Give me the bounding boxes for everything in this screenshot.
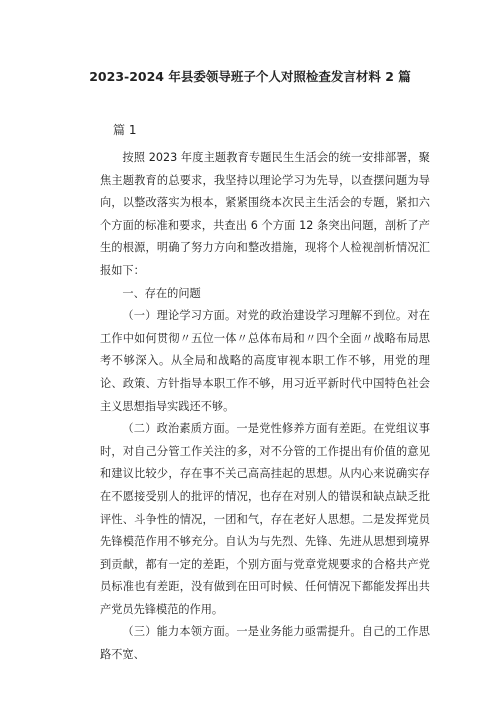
paragraph-ability: （三）能力本领方面。一是业务能力亟需提升。自己的工作思路不宽、 (100, 625, 430, 662)
document-body (100, 147, 430, 667)
paragraph-theory-study: （一）理论学习方面。对党的政治建设学习理解不到位。对在工作中如何贯彻〃五位一体〃总体布局和〃四个全面〃战略布局思考不够深入。从全局和战略的高度审视本职工作不够，用党的理论、政策、方针指导本职工作不够，用习近平新时代中国特色社会主义思想指导实践还不够。 (100, 309, 430, 413)
section-label: 篇 1 (113, 123, 137, 137)
paragraph-intro: 按照 2023 年度主题教育专题民生生活会的统一安排部署，聚焦主题教育的总要求，我坚持以理论学习为先导，以查摆问题为导向，以整改落实为根本，紧紧围绕本次民主生活会的专题，紧扣六个方面的标准和要求，共查出 6 个方面 12 条突出问题，剖析了产生的根源，明确了努力方向和整改措施，现将个人检视剖析情况汇报如下： (100, 151, 430, 277)
document-title: 2023-2024 年县委领导班子个人对照检查发言材料 2 篇 (89, 69, 411, 84)
paragraph-political-quality: （二）政治素质方面。一是党性修养方面有差距。在党组议事时，对自己分管工作关注的多，对不分管的工作提出有价值的意见和建议比较少，存在事不关己高高挂起的思想。从内心来说确实存在不愿接受别人的批评的情况，也存在对别人的错误和缺点缺乏批评性、斗争性的情况，一团和气，存在老好人思想。二是发挥党员先锋模范作用不够充分。自认为与先烈、先锋、先进从思想到境界到贡献，都有一定的差距，个别方面与党章党规要求的合格共产党员标准也有差距，没有做到在田可时候、任何情况下都能发挥出共产党员先锋模范的作用。 (100, 422, 430, 616)
heading-problems: 一、存在的问题 (122, 286, 201, 300)
